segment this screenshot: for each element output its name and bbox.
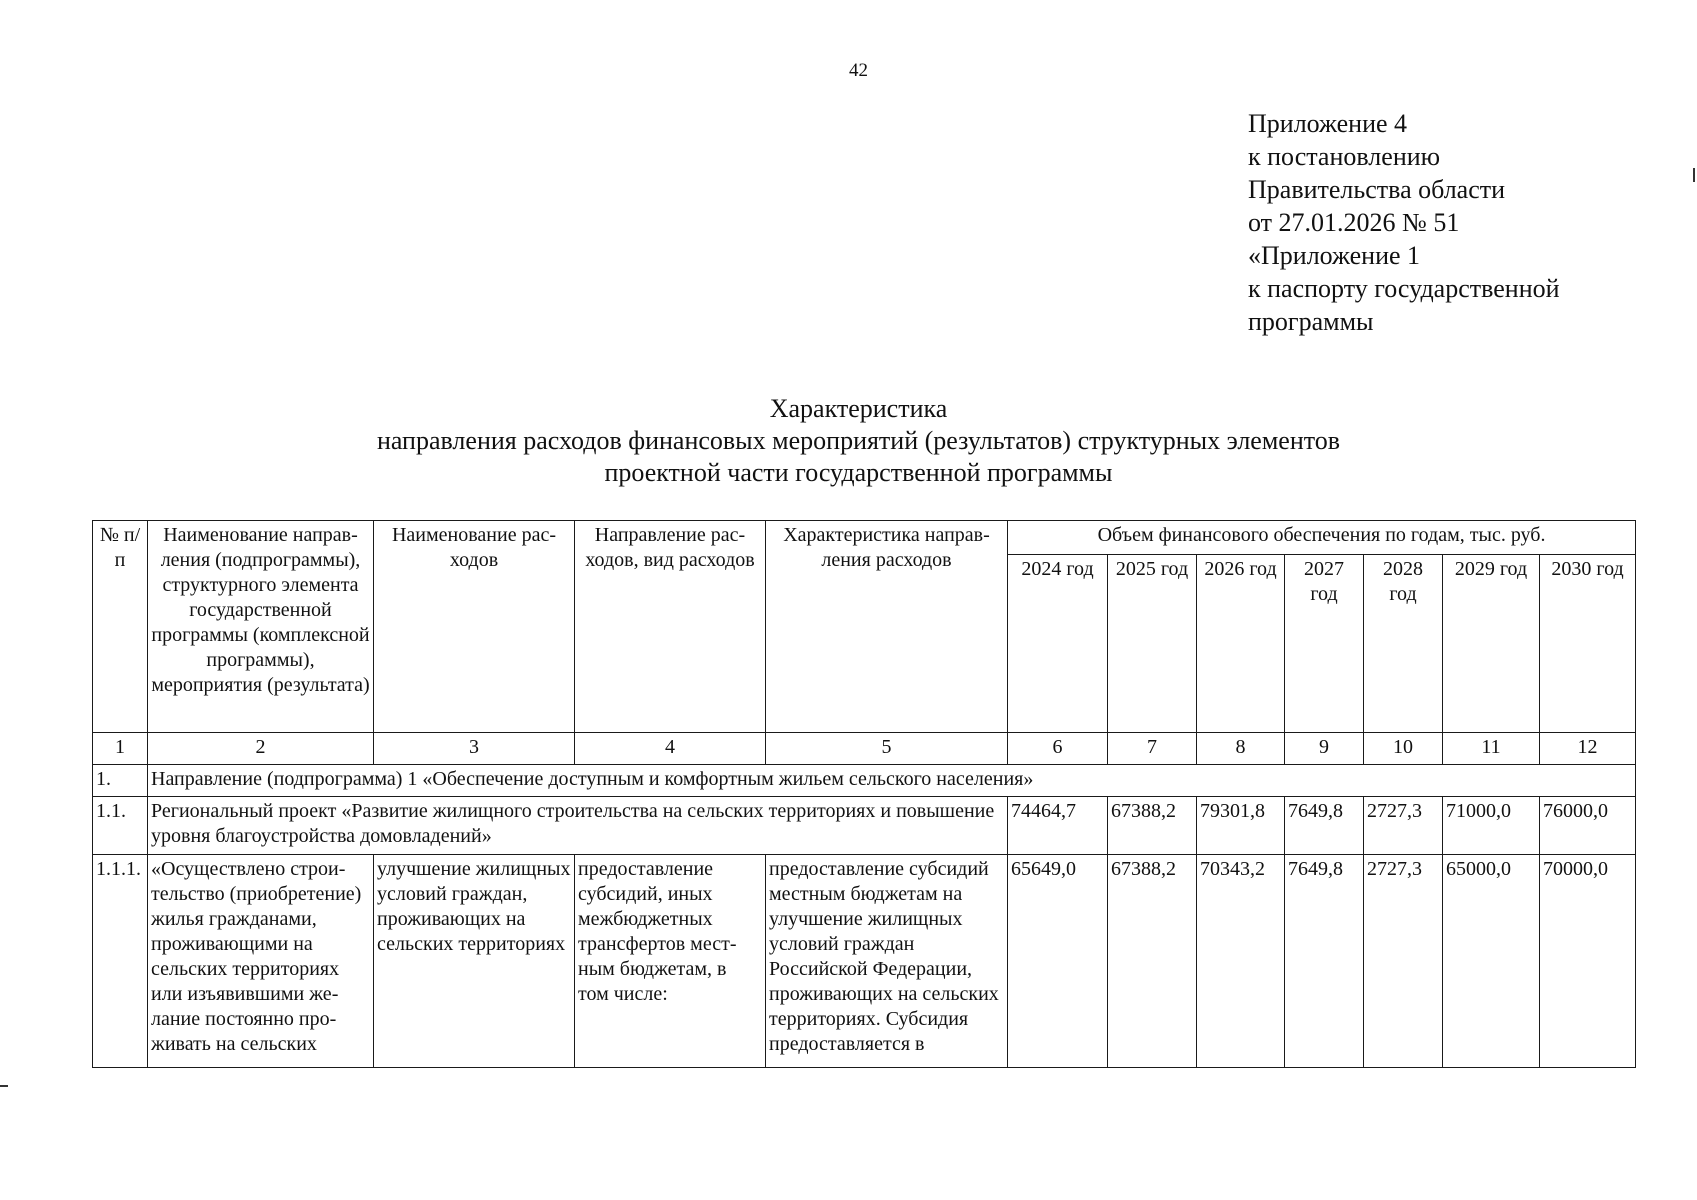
amount-cell: 65649,0	[1008, 855, 1108, 1068]
appendix-line: к паспорту государственной	[1248, 274, 1560, 303]
header-direction: Направление расходов, вид расходов	[575, 521, 766, 733]
header-year: 2026 год	[1197, 555, 1285, 733]
row-number: 1.1.	[93, 797, 148, 855]
expense-name: улучшение жилищных условий граждан, проживающих на сельских территориях	[374, 855, 575, 1068]
column-number: 8	[1197, 733, 1285, 765]
row-number: 1.1.1.	[93, 855, 148, 1068]
expenditure-table	[92, 520, 1636, 1068]
title-line: Характеристика	[769, 394, 948, 423]
header-year: 2030 год	[1540, 555, 1636, 733]
result-name: «Осуществлено строительство (приобретение) жилья гражданами, проживающими на сельских территориях или изъявившими желание постоянно проживать на сельских	[148, 855, 374, 1068]
amount-cell: 7649,8	[1285, 855, 1364, 1068]
expense-direction: предоставление субсидий, иных межбюджетных трансфертов местным бюджетам, в том числе:	[575, 855, 766, 1068]
amount-cell: 70000,0	[1540, 855, 1636, 1068]
amount-cell: 67388,2	[1108, 855, 1197, 1068]
column-number: 1	[93, 733, 148, 765]
header-year: 2025 год	[1108, 555, 1197, 733]
regional-project-title: Региональный проект «Развитие жилищного строительства на сельских территориях и повышение уровня благоустройства домовладений»	[148, 797, 1008, 855]
expense-characteristic: предоставление субсидий местным бюджетам на улучшение жилищных условий граждан Российской Федерации, проживающих на сельских территориях. Субсидия предоставляется в	[766, 855, 1008, 1068]
title-line: направления расходов финансовых мероприятий (результатов) структурных элементов	[376, 426, 1341, 455]
page-number: 42	[849, 60, 868, 81]
amount-cell: 7649,8	[1285, 797, 1364, 855]
amount-cell: 76000,0	[1540, 797, 1636, 855]
header-expense-name: Наименование расходов	[374, 521, 575, 733]
scan-mark	[0, 1085, 8, 1087]
amount-cell: 74464,7	[1008, 797, 1108, 855]
column-number: 10	[1364, 733, 1443, 765]
header-year: 2024 год	[1008, 555, 1108, 733]
amount-cell: 2727,3	[1364, 797, 1443, 855]
document-title	[0, 393, 1697, 489]
column-number: 9	[1285, 733, 1364, 765]
row-number: 1.	[93, 765, 148, 797]
appendix-line: от 27.01.2026 № 51	[1248, 208, 1460, 237]
table-row	[93, 855, 1636, 1068]
subprogram-title: Направление (подпрограмма) 1 «Обеспечение доступным и комфортным жильем сельского населения»	[148, 765, 1636, 797]
column-number: 7	[1108, 733, 1197, 765]
title-line: проектной части государственной программы	[604, 458, 1113, 487]
appendix-line: «Приложение 1	[1248, 241, 1421, 270]
header-characteristic: Характеристика направления расходов	[766, 521, 1008, 733]
column-number-row	[93, 733, 1636, 765]
header-row	[93, 521, 1636, 555]
header-name: Наименование направления (подпрограммы), структурного элемента государственной программы (комплексной программы), мероприятия (результата)	[148, 521, 374, 733]
scan-mark	[1693, 168, 1695, 182]
appendix-line: Правительства области	[1248, 175, 1506, 204]
header-year: 2027 год	[1285, 555, 1364, 733]
column-number: 4	[575, 733, 766, 765]
appendix-block	[1248, 107, 1560, 338]
column-number: 5	[766, 733, 1008, 765]
table-row	[93, 797, 1636, 855]
amount-cell: 2727,3	[1364, 855, 1443, 1068]
header-year: 2028 год	[1364, 555, 1443, 733]
column-number: 12	[1540, 733, 1636, 765]
header-num: № п/п	[93, 521, 148, 733]
appendix-line: к постановлению	[1248, 142, 1441, 171]
amount-cell: 79301,8	[1197, 797, 1285, 855]
column-number: 6	[1008, 733, 1108, 765]
amount-cell: 71000,0	[1443, 797, 1540, 855]
header-year: 2029 год	[1443, 555, 1540, 733]
amount-cell: 65000,0	[1443, 855, 1540, 1068]
column-number: 11	[1443, 733, 1540, 765]
amount-cell: 70343,2	[1197, 855, 1285, 1068]
header-volume: Объем финансового обеспечения по годам, тыс. руб.	[1008, 521, 1636, 555]
column-number: 3	[374, 733, 575, 765]
amount-cell: 67388,2	[1108, 797, 1197, 855]
table-row	[93, 765, 1636, 797]
appendix-line: программы	[1248, 307, 1374, 336]
column-number: 2	[148, 733, 374, 765]
appendix-line: Приложение 4	[1248, 109, 1408, 138]
